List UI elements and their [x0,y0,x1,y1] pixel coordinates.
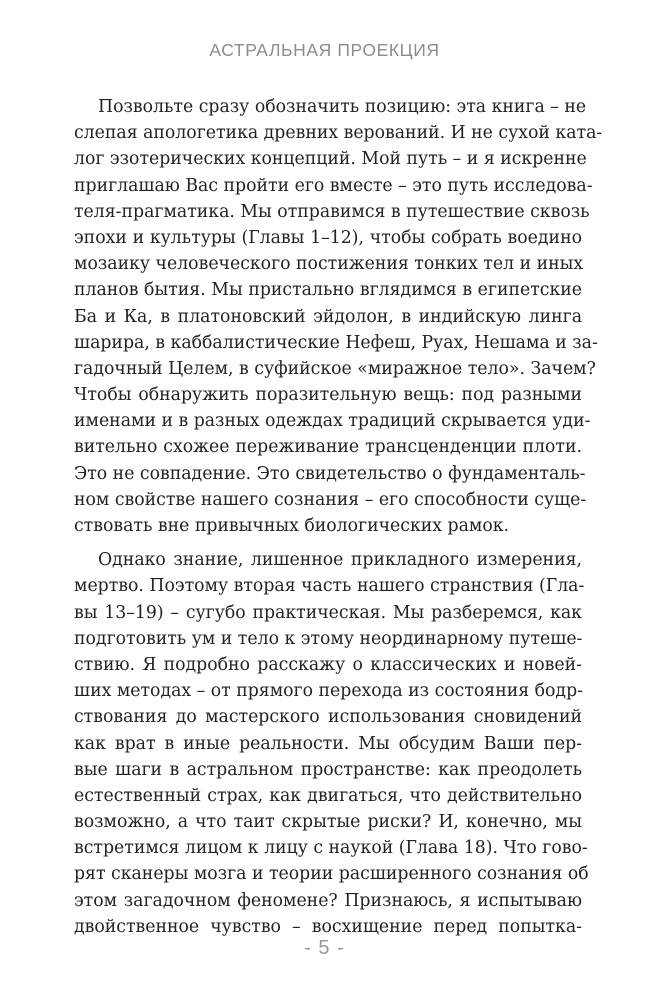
text-line: как врат в иные реальности. Мы обсудим Ваши пер- [74,733,582,754]
paragraph [74,94,603,539]
text-line: вые шаги в астральном пространстве: как преодолеть [74,759,582,780]
text-line: Это не совпадение. Это свидетельство о фундаменталь- [74,463,586,484]
text-line: мертво. Поэтому вторая часть нашего странствия (Гла- [74,576,585,597]
text-line: Ба и Ка, в платоновский эйдолон, в индийскую линга [74,306,582,327]
text-line: планов бытия. Мы пристально вглядимся в египетские [74,280,582,301]
text-line: шарира, в каббалистические Нефеш, Руах, Нешама и за- [74,332,598,353]
text-line: вительно схожее переживание трансценденции плоти. [74,437,582,458]
text-line: подготовить ум и тело к этому неординарному путеше- [74,628,583,649]
text-line: лог эзотерических концепций. Мой путь – и я искренне [74,149,587,170]
text-line: мозаику человеческого постижения тонких тел и иных [74,254,584,275]
text-line: этом загадочном феномене? Признаюсь, я испытываю [74,890,582,911]
text-line: ших методах – от прямого перехода из состояния бодр- [74,681,583,702]
text-line: теля-прагматика. Мы отправимся в путешествие сквозь [74,201,590,222]
text-line: двойственное чувство – восхищение перед попытка- [74,916,582,937]
running-header: АСТРАЛЬНАЯ ПРОЕКЦИЯ [209,40,440,60]
text-line: ствовать вне привычных биологических рамок. [74,516,510,536]
text-line: возможно, а что таит скрытые риски? И, конечно, мы [74,812,582,833]
body-text [74,94,603,940]
text-line: приглашаю Вас пройти его вместе – это путь исследова- [74,175,593,196]
text-line: слепая апологетика древних верований. И не сухой ката- [74,123,603,144]
text-line: естественный страх, как двигаться, что действительно [74,785,582,806]
text-line: гадочный Целем, в суфийское «миражное тело». Зачем? [74,358,596,379]
text-line: рят сканеры мозга и теории расширенного сознания об [74,864,589,885]
text-line: Чтобы обнаружить поразительную вещь: под разными [74,385,582,406]
text-line: ствию. Я подробно расскажу о классических и новей- [74,654,582,675]
text-line: именами и в разных одеждах традиций скрывается уди- [74,411,591,432]
text-line: Однако знание, лишенное прикладного измерения, [98,550,582,571]
text-line: вы 13–19) – сугубо практическая. Мы разберемся, как [74,602,582,623]
text-line: встретимся лицом к лицу с наукой (Глава 18). Что гово- [74,838,588,859]
text-line: эпохи и культуры (Главы 1–12), чтобы собрать воедино [74,227,582,248]
text-line: Позвольте сразу обозначить позицию: эта книга – не [98,97,587,117]
paragraph [74,547,589,940]
text-line: ном свойстве нашего сознания – его способности суще- [74,489,587,510]
page-number: - 5 - [304,937,345,959]
text-line: ствования до мастерского использования сновидений [74,707,582,728]
